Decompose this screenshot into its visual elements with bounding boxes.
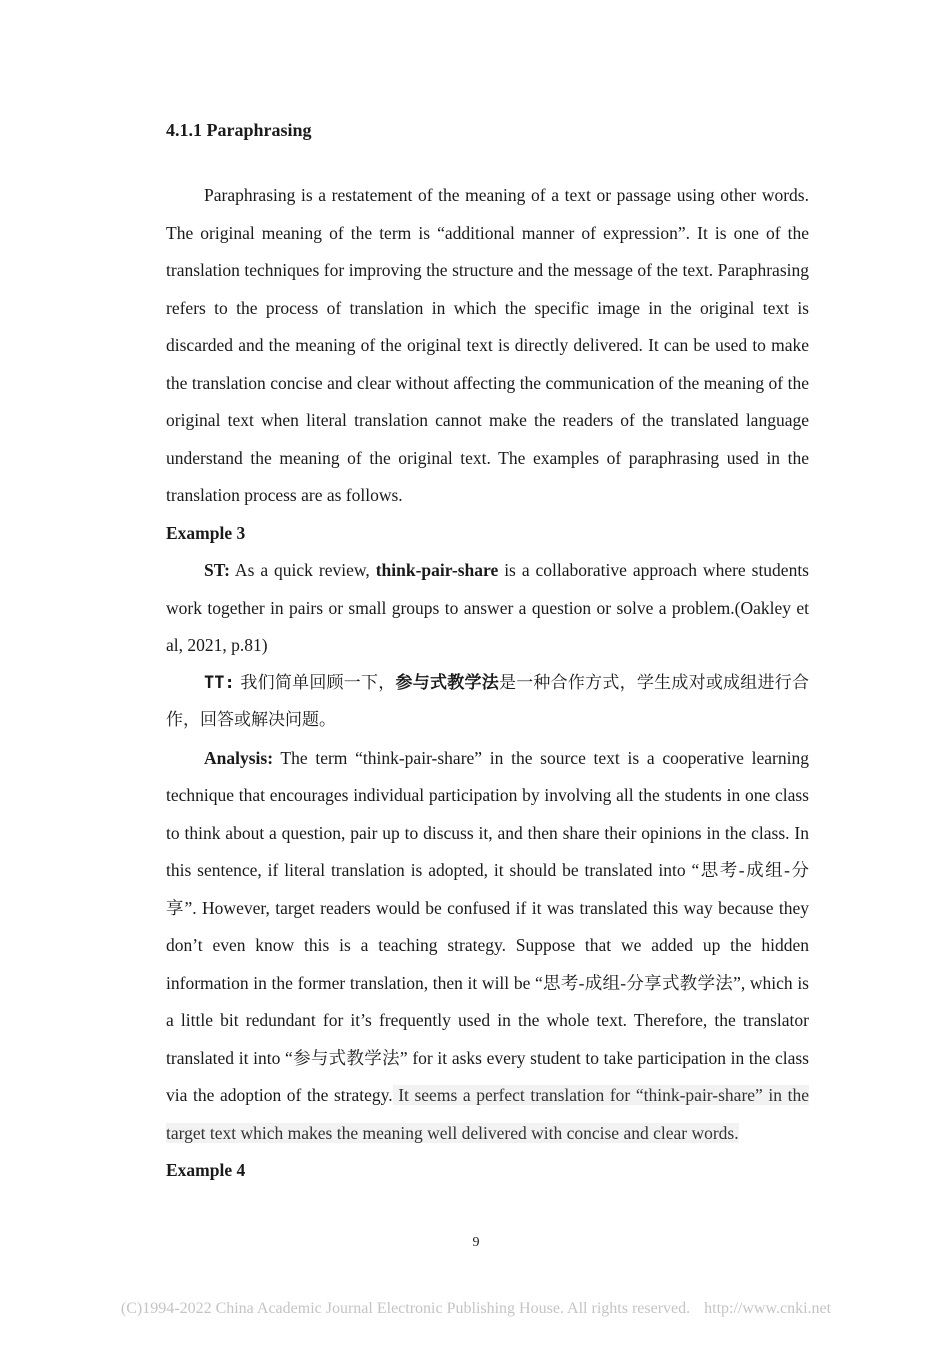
analysis-highlighted-text: It seems a perfect translation for “think-pair-share” in the target text which makes the meaning well delivered with concise and clear words. xyxy=(166,1085,809,1143)
tt-term: 参与式教学法 xyxy=(395,672,499,693)
st-label: ST: xyxy=(204,560,230,580)
intro-paragraph: Paraphrasing is a restatement of the meaning of a text or passage using other words. The original meaning of the term is “additional manner of expression”. It is one of the translation techniques for improving the structure and the message of the text. Paraphrasing refers to the process of translation in which the specific image in the original text is discarded and the meaning of the original text is directly delivered. It can be used to make the translation concise and clear without affecting the communication of the meaning of the original text when literal translation cannot make the readers of the translated language understand the meaning of the original text. The examples of paraphrasing used in the translation process are as follows. xyxy=(166,185,809,505)
example-3-title: Example 3 xyxy=(166,522,246,543)
analysis-text: The term “think-pair-share” in the source text is a cooperative learning technique that encourages individual participation by involving all the students in one class to think about a question, pair up to discuss it, and then share their opinions in the class. In this sentence, if literal translation is adopted, it should be translated into “思考-成组-分享”. However, target readers would be confused if it was translated this way because they don’t even know this is a teaching strategy. Suppose that we added up the hidden information in the former translation, then it will be “思考-成组-分享式教学法”, which is a little bit redundant for it’s frequently used in the whole text. Therefore, the translator translated it into “参与式教学法” for it asks every student to take participation in the class via the adoption of the strategy. xyxy=(166,747,809,1105)
tt-text-before: 我们简单回顾一下， xyxy=(234,672,396,693)
page-number: 9 xyxy=(472,1235,480,1250)
tt-label: TT: xyxy=(204,672,235,693)
example-4-title: Example 4 xyxy=(166,1160,246,1180)
source-text-paragraph xyxy=(166,552,809,665)
tt-text-after: 是一种合作方式，学生成对或成组进行合作，回答或解决问题。 xyxy=(166,672,810,730)
st-text-after: is a collaborative approach where students work together in pairs or small groups to answer a question or solve a problem.(Oakley et al, 2021, p.81) xyxy=(166,560,809,655)
analysis-label: Analysis: xyxy=(204,747,274,768)
st-text-before: As a quick review, xyxy=(229,560,376,580)
analysis-paragraph xyxy=(166,740,809,1153)
footer-watermark xyxy=(0,1298,952,1320)
page-body xyxy=(166,118,809,1190)
st-term: think-pair-share xyxy=(375,560,499,580)
footer-copyright: (C)1994-2022 China Academic Journal Electronic Publishing House. All rights reserved. xyxy=(120,1300,691,1317)
footer-url: http://www.cnki.net xyxy=(704,1300,832,1317)
section-heading: 4.1.1 Paraphrasing xyxy=(166,120,312,140)
target-text-paragraph xyxy=(166,665,809,740)
